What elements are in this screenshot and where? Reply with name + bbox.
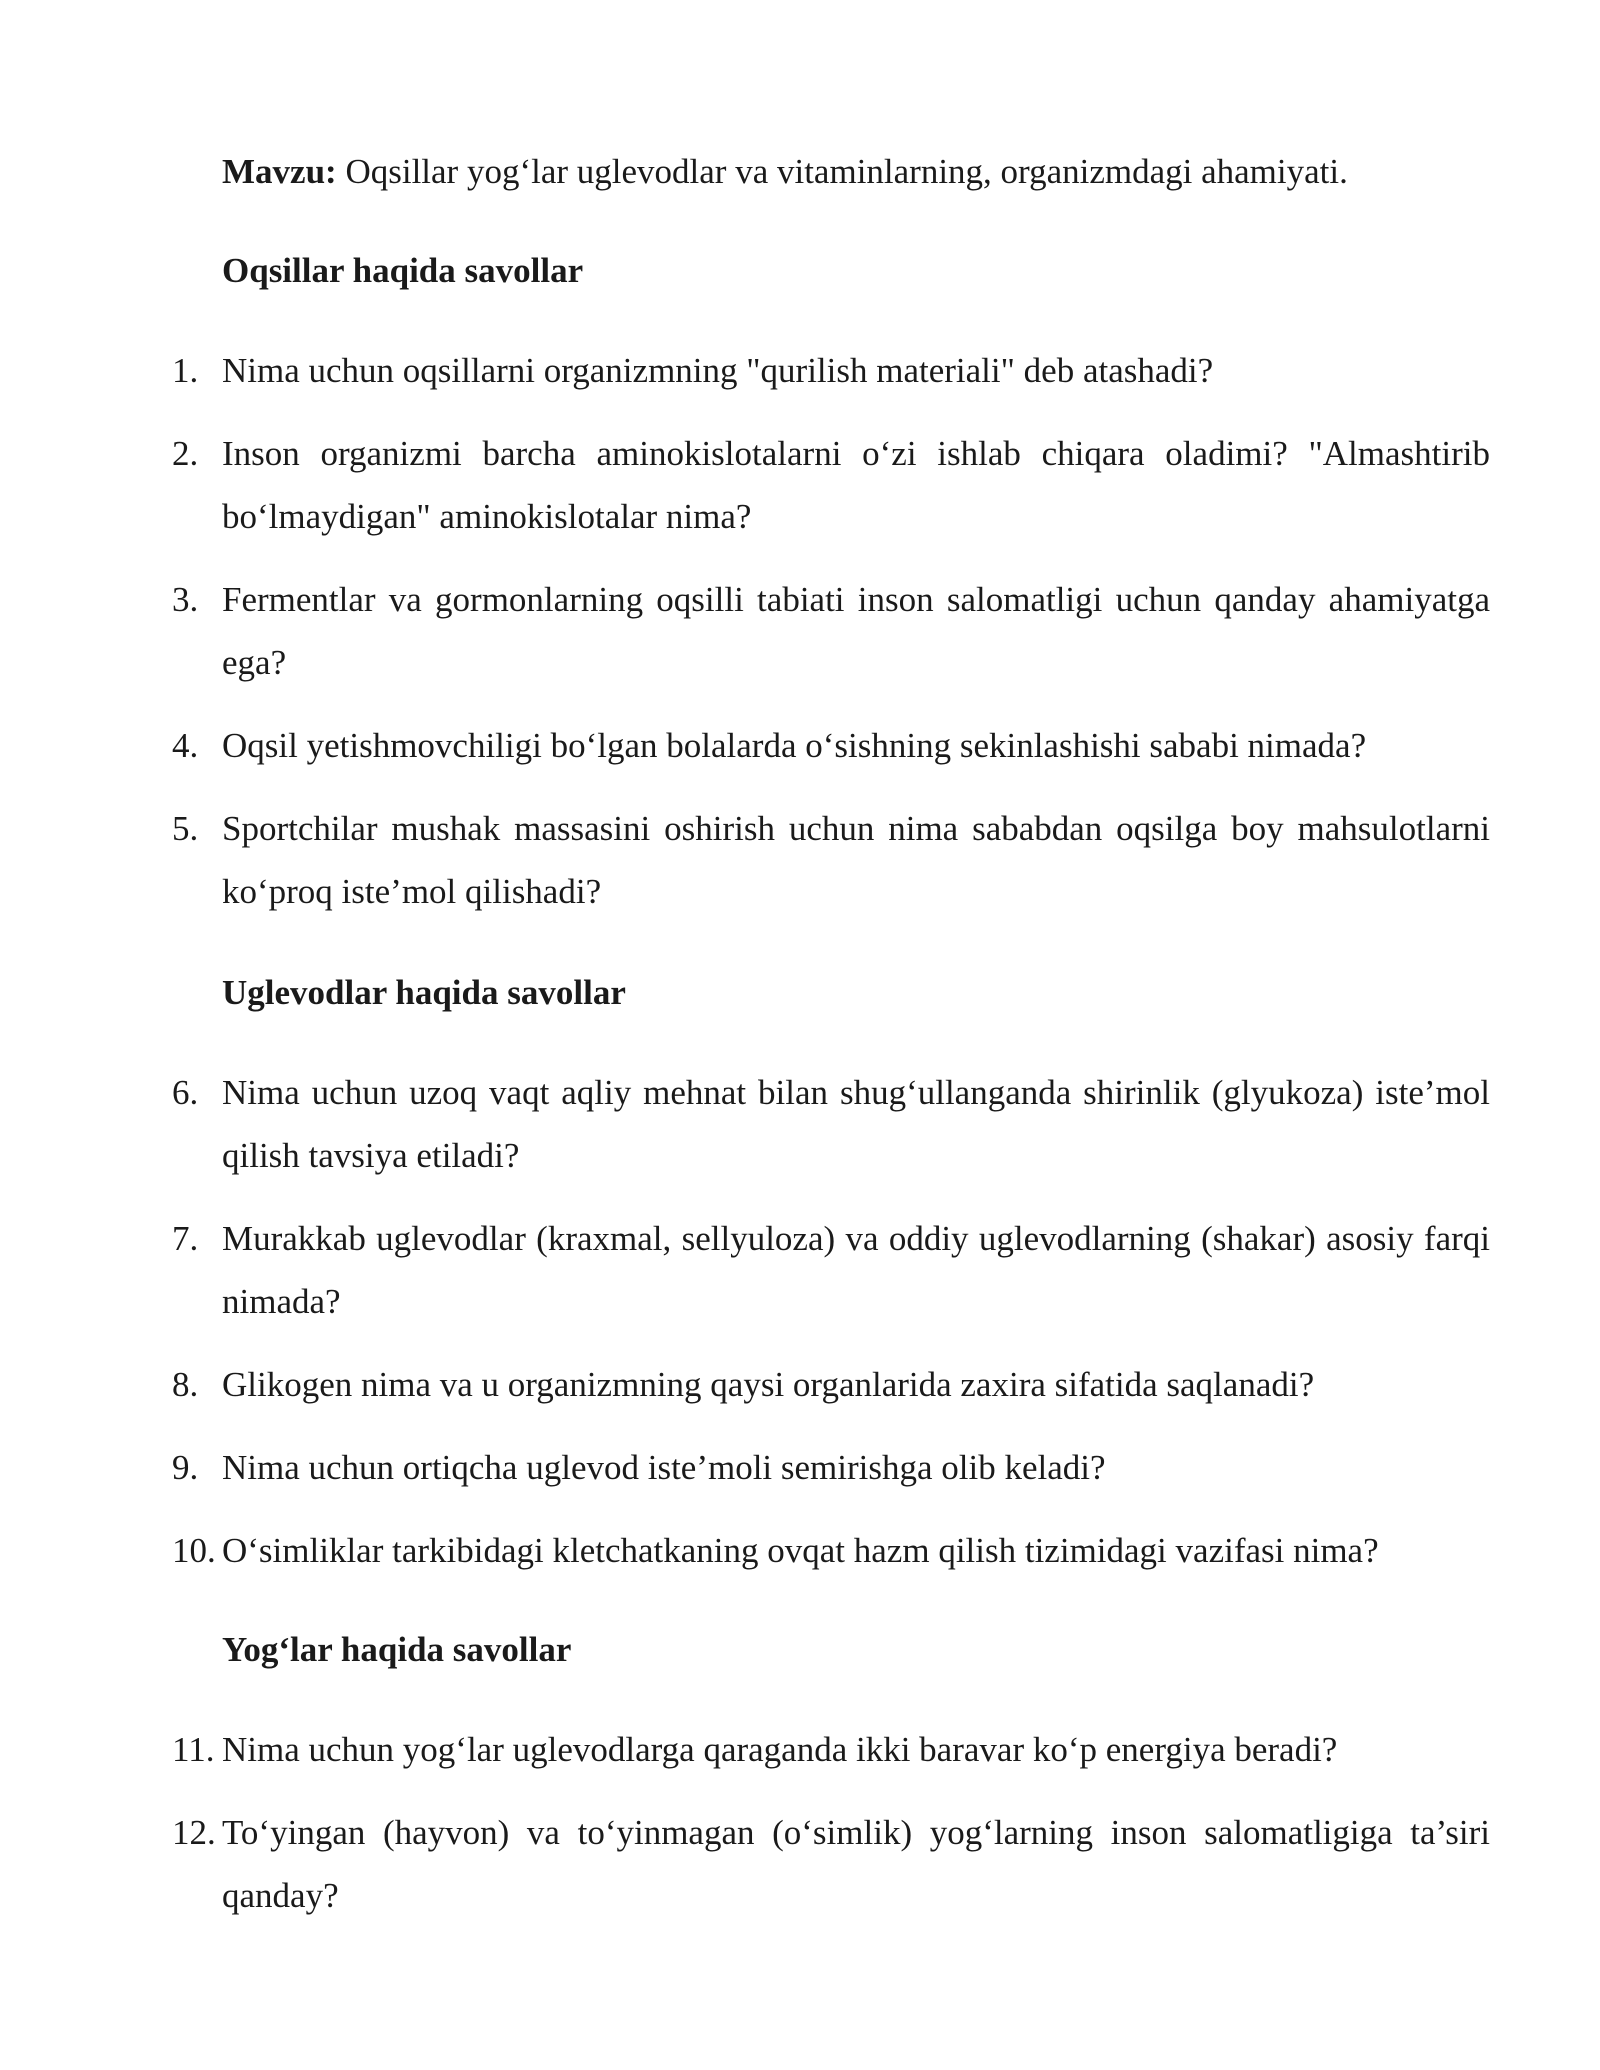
question-number: 6.	[172, 1073, 199, 1112]
question-number: 12.	[172, 1813, 216, 1852]
question-number: 3.	[172, 580, 199, 619]
question-text: Sportchilar mushak massasini oshirish uchun nima sababdan oqsilga boy mahsulotlarni ko‘proq iste’mol qilishadi?	[222, 809, 1490, 911]
question-number: 8.	[172, 1365, 199, 1404]
section-heading-fats: Yog‘lar haqida savollar	[222, 1630, 572, 1669]
topic-label: Mavzu:	[222, 152, 337, 191]
question-text: Glikogen nima va u organizmning qaysi organlarida zaxira sifatida saqlanadi?	[222, 1365, 1315, 1404]
question-number: 2.	[172, 434, 199, 473]
question-item	[172, 1061, 1490, 1187]
question-text: Murakkab uglevodlar (kraxmal, sellyuloza) va oddiy uglevodlarning (shakar) asosiy farqi nimada?	[222, 1219, 1490, 1321]
question-item	[172, 339, 1490, 402]
question-text: Fermentlar va gormonlarning oqsilli tabiati inson salomatligi uchun qanday ahamiyatga ega?	[222, 580, 1490, 682]
question-item	[172, 1436, 1490, 1499]
question-item	[172, 797, 1490, 923]
section-heading-proteins: Oqsillar haqida savollar	[222, 251, 584, 290]
question-number: 11.	[172, 1730, 215, 1769]
question-item	[172, 1353, 1490, 1416]
question-number: 1.	[172, 351, 199, 390]
question-text: Nima uchun ortiqcha uglevod iste’moli semirishga olib keladi?	[222, 1448, 1106, 1487]
topic-line	[222, 140, 1490, 203]
section-heading-carbohydrates: Uglevodlar haqida savollar	[222, 973, 626, 1012]
question-text: O‘simliklar tarkibidagi kletchatkaning ovqat hazm qilish tizimidagi vazifasi nima?	[222, 1531, 1379, 1570]
question-number: 9.	[172, 1448, 199, 1487]
question-number: 4.	[172, 726, 199, 765]
question-text: To‘yingan (hayvon) va to‘yinmagan (o‘simlik) yog‘larning inson salomatligiga ta’siri qanday?	[222, 1813, 1490, 1915]
question-number: 7.	[172, 1219, 199, 1258]
question-text: Nima uchun yog‘lar uglevodlarga qaraganda ikki baravar ko‘p energiya beradi?	[222, 1730, 1338, 1769]
question-text: Nima uchun uzoq vaqt aqliy mehnat bilan shug‘ullanganda shirinlik (glyukoza) iste’mol qilish tavsiya etiladi?	[222, 1073, 1490, 1175]
question-item	[172, 1801, 1490, 1927]
question-text: Inson organizmi barcha aminokislotalarni o‘zi ishlab chiqara oladimi? "Almashtirib bo‘lmaydigan" aminokislotalar nima?	[222, 434, 1490, 536]
question-number: 5.	[172, 809, 199, 848]
question-item	[172, 568, 1490, 694]
question-item	[172, 1207, 1490, 1333]
question-item	[172, 714, 1490, 777]
question-number: 10.	[172, 1531, 216, 1570]
question-text: Nima uchun oqsillarni organizmning "qurilish materiali" deb atashadi?	[222, 351, 1214, 390]
question-item	[172, 422, 1490, 548]
topic-text: Oqsillar yog‘lar uglevodlar va vitaminlarning, organizmdagi ahamiyati.	[336, 152, 1348, 191]
question-item	[172, 1718, 1490, 1781]
question-item	[172, 1519, 1490, 1582]
question-text: Oqsil yetishmovchiligi bo‘lgan bolalarda o‘sishning sekinlashishi sababi nimada?	[222, 726, 1367, 765]
